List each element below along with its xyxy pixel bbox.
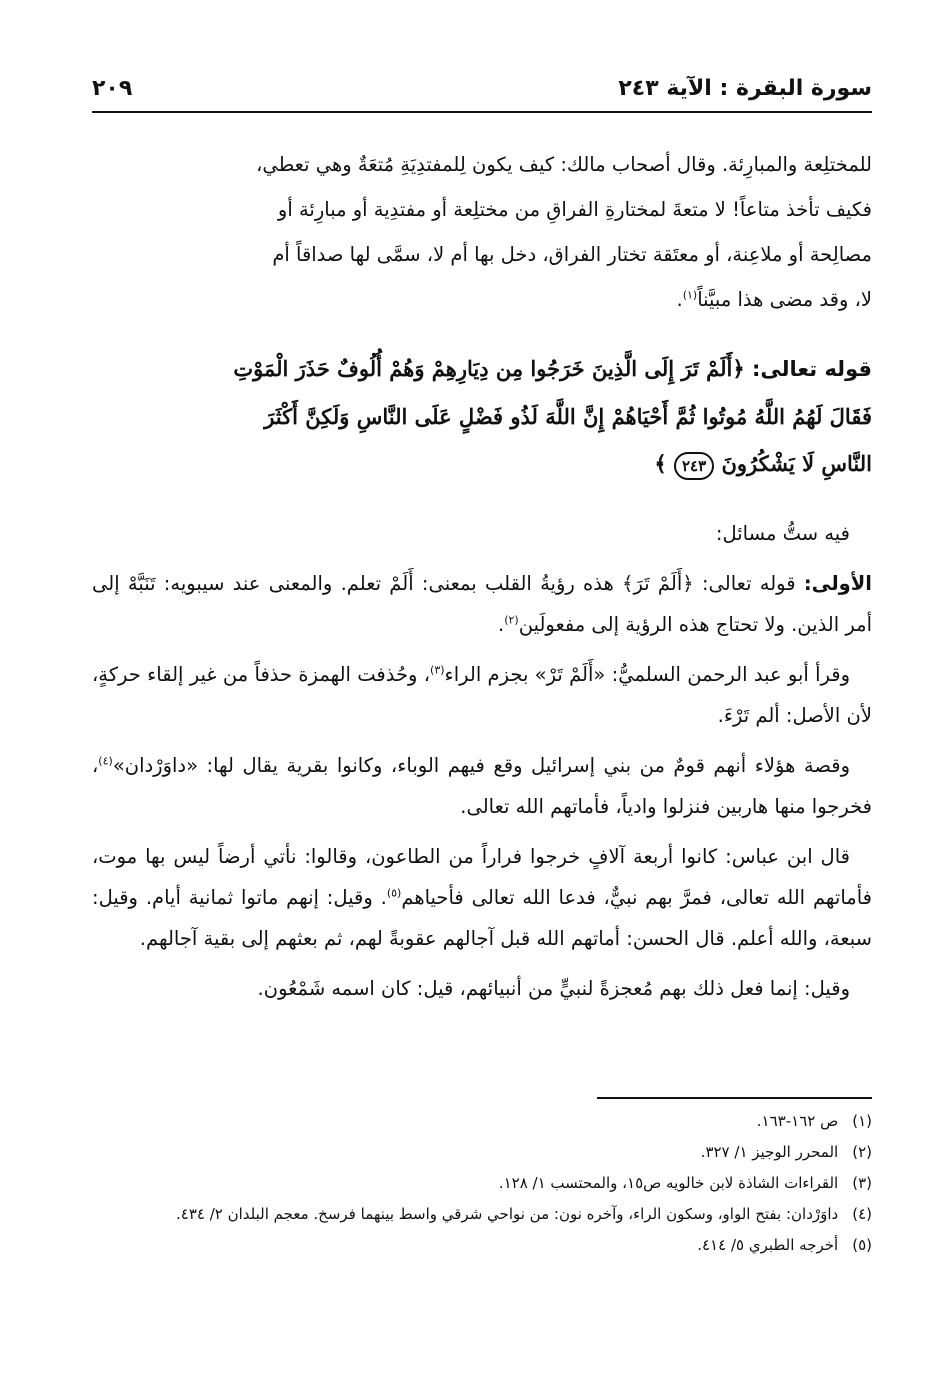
footnote-text: القراءات الشاذة لابن خالويه ص١٥، والمحتسب ١/ ١٢٨. <box>498 1174 839 1192</box>
text-span: قال ابن عباس: كانوا أربعة آلافٍ خرجوا فراراً من الطاعون، وقالوا: نأتي <box>263 845 850 868</box>
text-span: قوله تعالى: ﴿أَلَمْ تَرَ﴾ هذه رؤيةُ القلب بمعنى: أَلَمْ تعلم. والمعنى <box>268 572 796 595</box>
footnote-ref: (١) <box>682 288 698 302</box>
footnote-number: (٤) <box>852 1205 872 1223</box>
last-paragraph: وقيل: إنما فعل ذلك بهم مُعجزةً لنبيٍّ من أنبيائهم، قيل: كان اسمه شَمْعُون. <box>257 977 850 1000</box>
footnote-ref: (٢) <box>504 613 519 627</box>
text-span: . <box>498 613 505 636</box>
footnote-text: أخرجه الطبري ٥/ ٤١٤. <box>697 1236 839 1254</box>
verse-line: فَقَالَ لَهُمُ اللَّهُ مُوتُوا ثُمَّ أَحْيَاهُمْ إِنَّ اللَّهَ لَذُو فَضْلٍ عَلَى النَّاسِ وَلَكِنَّ أَكْثَرَ <box>264 404 872 429</box>
reading-paragraph <box>92 654 872 736</box>
text-span: أماتهم الله قبل آجالهم عقوبةً لهم، ثم بعثهم إلى بقية آجالهم. <box>139 927 621 950</box>
text-line: مصالِحة أو ملاعِنة، أو معتَقة تختار الفراق، دخل بها أم لا، سمَّى لها صداقاً أم <box>272 243 872 266</box>
footnote-number: (٥) <box>852 1236 872 1254</box>
text-span: «داوَرْدان» <box>112 754 199 777</box>
text-span: ، فخرجوا منها هاربين فنزلوا وادياً، فأماتهم الله تعالى. <box>92 754 872 818</box>
text-line: للمختلِعة والمبارِئة. وقال أصحاب مالك: كيف يكون لِلمفتدِيَةِ مُتعَةٌ وهي تعطي، <box>256 153 872 176</box>
book-page <box>92 0 872 1390</box>
story-paragraph <box>92 745 872 827</box>
running-title: سورة البقرة : الآية ٢٤٣ <box>618 75 872 101</box>
footnote-number: (٢) <box>852 1143 872 1161</box>
top-paragraph <box>92 142 872 322</box>
page-header <box>92 68 872 108</box>
page-number: ٢٠٩ <box>92 75 133 101</box>
issue-label: الأولى: <box>803 572 872 595</box>
header-rule <box>92 111 872 113</box>
verse-close-bracket: ﴾ <box>654 451 667 476</box>
text-span: أرضاً ليس بها موت، فأماتهم الله تعالى، فمرَّ بهم نبيٌّ، فدعا الله تعالى <box>92 845 872 909</box>
ayah-number-marker: ٢٤٣ <box>674 452 714 480</box>
footnote-ref: (٥) <box>386 886 402 900</box>
verse-line <box>92 440 872 487</box>
text-span: وقصة هؤلاء أنهم قومٌ من بني إسرائيل وقع فيهم الوباء، وكانوا بقرية يقال لها: <box>206 754 850 777</box>
ibn-abbas-paragraph <box>92 836 872 959</box>
footnote-text: المحرر الوجيز ١/ ٣٢٧. <box>700 1143 839 1161</box>
footnote-separator <box>597 1097 872 1099</box>
text-line: فكيف تأخذ متاعاً! لا متعةَ لمختارةِ الفراقِ من مختلِعة أو مفتدِية أو مبارِئة أو <box>277 198 872 221</box>
footnote <box>92 1170 872 1197</box>
text-span: عند سيبويه: تَنَبَّهْ إلى أمر الذين. ولا تحتاج هذه الرؤية إلى مفعولَين <box>92 572 872 636</box>
commentary <box>92 513 872 1018</box>
footnote <box>92 1108 872 1135</box>
footnote <box>92 1232 872 1259</box>
text-span: من غير إلقاء حركةٍ، لأن الأصل: ألم تَرْءَ. <box>92 663 872 727</box>
text-span: وقرأ أبو عبد الرحمن السلميُّ: «أَلَمْ تَرْ» بجزم الراء <box>444 663 851 686</box>
footnote-number: (١) <box>852 1112 872 1130</box>
text-line <box>92 277 872 322</box>
quran-verse <box>92 345 872 487</box>
footnote <box>92 1201 872 1228</box>
footnote-text: داوَرْدان: بفتح الواو، وسكون الراء، وآخره نون: من نواحي شرقي واسط بينهما فرسخ. معجم البلدان ٢/ ٤٣٤. <box>176 1205 839 1223</box>
verse-text: النَّاسِ لَا يَشْكُرُونَ <box>721 451 872 476</box>
text-span: . وقيل: إنهم ماتوا ثمانية أيام. وقيل: سبعة، والله أعلم. قال الحسن: <box>92 886 872 950</box>
issues-intro: فيه ستُّ مسائل: <box>715 522 850 545</box>
verse-text: ﴿أَلَمْ تَرَ إِلَى الَّذِينَ خَرَجُوا مِن دِيَارِهِمْ وَهُمْ أُلُوفٌ حَذَرَ الْمَوْتِ <box>233 356 745 381</box>
verse-line <box>92 345 872 393</box>
footnote-ref: (٤) <box>98 754 113 768</box>
footnote <box>92 1139 872 1166</box>
footnote-ref: (٣) <box>430 663 445 677</box>
footnotes <box>92 1108 872 1263</box>
text-span: فأحياهم <box>401 886 464 909</box>
text-span: لا، وقد مضى هذا مبيَّناً <box>697 288 872 311</box>
text-span: ، وحُذفت الهمزة حذفاً <box>254 663 431 686</box>
footnote-number: (٣) <box>852 1174 872 1192</box>
first-issue <box>92 563 872 645</box>
verse-lead: قوله تعالى: <box>751 357 872 381</box>
text-span: . <box>676 288 683 311</box>
footnote-text: ص ١٦٢-١٦٣. <box>756 1112 839 1130</box>
